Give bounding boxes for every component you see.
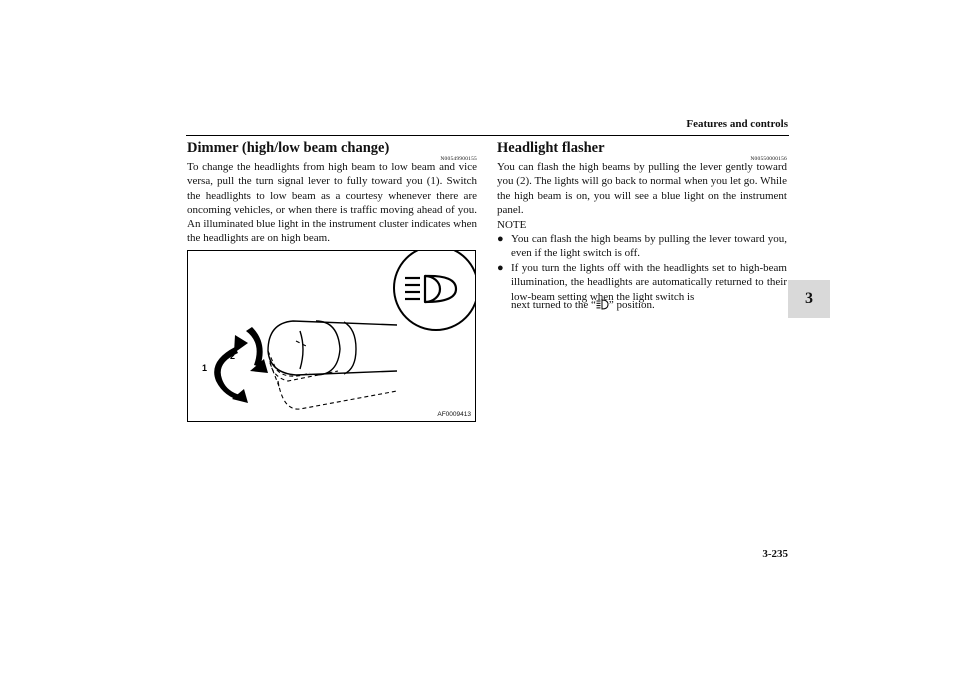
dimmer-heading: Dimmer (high/low beam change) (187, 140, 390, 156)
headlight-flasher-code: N00550000156 (750, 156, 787, 162)
figure-label-2: 2 (230, 351, 236, 361)
high-beam-indicator-icon (394, 251, 475, 330)
headlight-flasher-paragraph: You can flash the high beams by pulling the lever gently toward you (2). The lights will go back to normal when you let go. While the high beam is on, you will see a blue light on the instrument panel. (497, 161, 787, 216)
note-item-2-tail (511, 298, 787, 312)
figure-code: AF0009413 (437, 411, 471, 418)
arrow-2 (246, 327, 268, 373)
lever-figure (187, 250, 476, 422)
chapter-tab (788, 280, 830, 318)
page-number: 3-235 (762, 548, 788, 560)
headlight-flasher-heading: Headlight flasher (497, 140, 605, 156)
section-header-title: Features and controls (686, 118, 788, 130)
note-item-1 (497, 232, 787, 261)
note-item-2-tail-before: next turned to the “ (511, 299, 596, 311)
arrow-1 (214, 335, 248, 403)
chapter-number: 3 (805, 290, 813, 307)
bullet-icon: ● (497, 233, 504, 245)
bullet-icon: ● (497, 262, 504, 274)
high-beam-icon (596, 299, 609, 310)
note-item-1-text: You can flash the high beams by pulling the lever toward you, even if the light switch is off. (511, 233, 787, 260)
header-divider (186, 135, 789, 136)
dimmer-code: N00549900155 (440, 156, 477, 162)
note-item-2-tail-after: ” position. (608, 299, 655, 311)
note-item-2-text: If you turn the lights off with the headlights set to high-beam illumination, the headlights are automatically returned to their low-beam setting when the light switch is (511, 262, 787, 303)
figure-label-1: 1 (202, 363, 208, 373)
lever-illustration (188, 251, 475, 421)
dimmer-paragraph: To change the headlights from high beam to low beam and vice versa, pull the turn signal lever to fully toward you (1). Switch the headlights to low beam as a courtesy whenever there are oncoming vehicles, or when there is traffic moving ahead of you. An illuminated blue light in the instrument cluster indicates when the headlights are on high beam. (187, 161, 477, 245)
note-label: NOTE (497, 219, 527, 231)
